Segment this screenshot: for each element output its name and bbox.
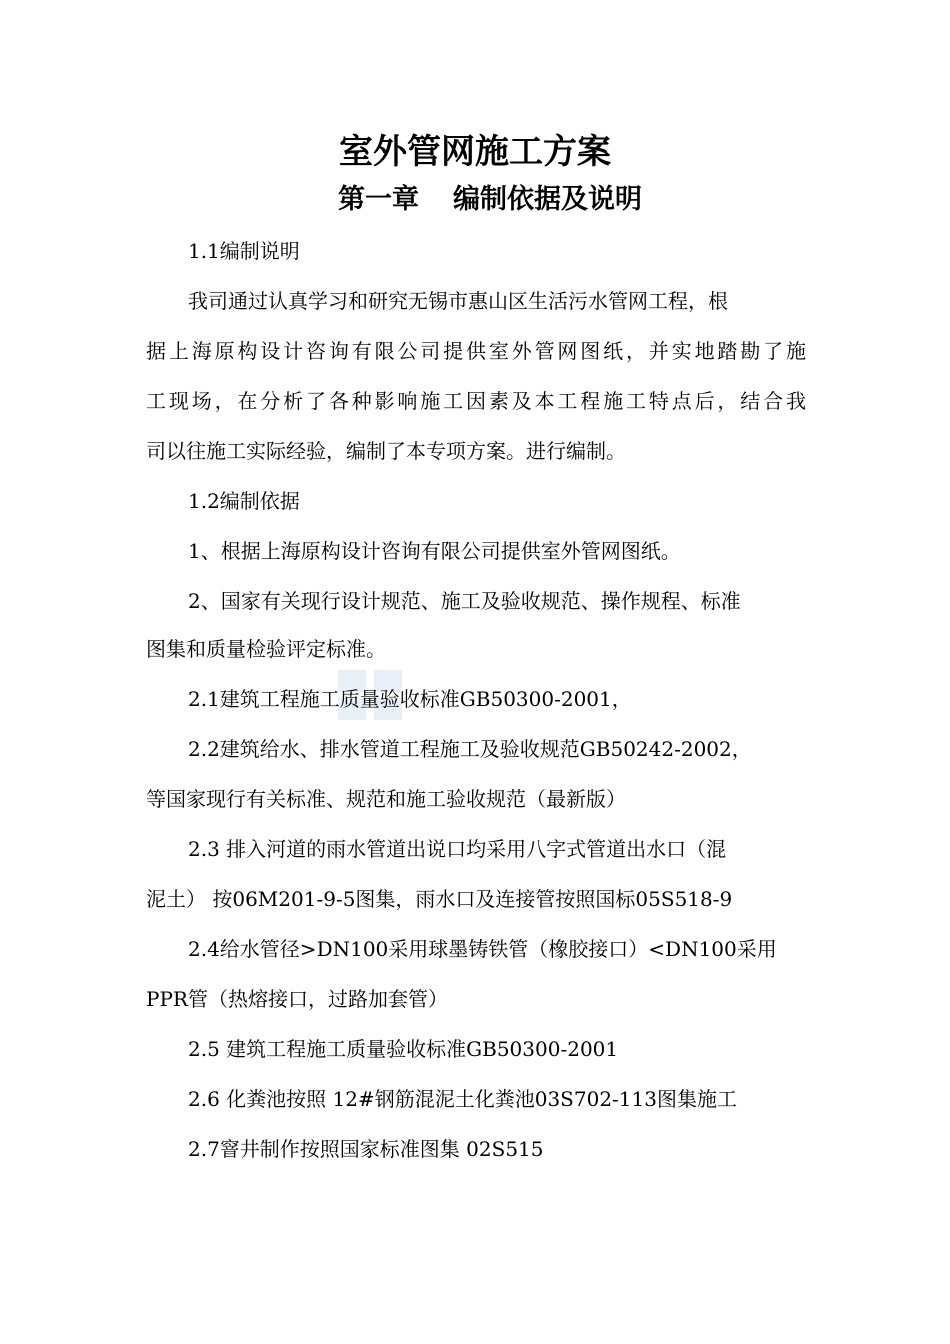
chapter-name: 编制依据及说明	[453, 184, 642, 215]
list-item: 2.2建筑给水、排水管道工程施工及验收规范GB50242-2002，	[188, 737, 752, 761]
list-item: 2.6 化粪池按照 12#钢筋混泥土化粪池03S702-113图集施工	[188, 1087, 737, 1111]
list-item: 2、国家有关现行设计规范、施工及验收规范、操作规程、标准	[188, 589, 741, 613]
list-item-continuation: 图集和质量检验评定标准。	[146, 637, 386, 661]
list-item-continuation: 泥土） 按06M201-9-5图集，雨水口及连接管按照国标05S518-9	[146, 887, 733, 911]
paragraph-line: 工现场，在分析了各种影响施工因素及本工程施工特点后，结合我	[146, 389, 806, 413]
list-item-continuation: 等国家现行有关标准、规范和施工验收规范（最新版）	[146, 787, 626, 811]
list-item: 2.1建筑工程施工质量验收标准GB50300-2001，	[188, 687, 632, 711]
list-item: 2.4给水管径>DN100采用球墨铸铁管（橡胶接口）<DN100采用	[188, 937, 777, 961]
list-item-continuation: PPR管（热熔接口，过路加套管）	[146, 987, 448, 1011]
chapter-number: 第一章	[338, 184, 419, 215]
list-item: 1、根据上海原构设计咨询有限公司提供室外管网图纸。	[188, 539, 681, 563]
paragraph-line: 我司通过认真学习和研究无锡市惠山区生活污水管网工程，根	[188, 289, 728, 313]
section-heading-1-2: 1.2编制依据	[188, 489, 300, 513]
chapter-title	[0, 180, 950, 220]
section-heading-1-1: 1.1编制说明	[188, 239, 300, 263]
document-title: 室外管网施工方案	[339, 132, 611, 172]
list-item: 2.7窨井制作按照国家标准图集 02S515	[188, 1137, 544, 1161]
list-item: 2.5 建筑工程施工质量验收标准GB50300-2001	[188, 1037, 619, 1061]
paragraph-line: 据上海原构设计咨询有限公司提供室外管网图纸，并实地踏勘了施	[146, 339, 806, 363]
list-item: 2.3 排入河道的雨水管道出说口均采用八字式管道出水口（混	[188, 837, 727, 861]
paragraph-line: 司以往施工实际经验，编制了本专项方案。进行编制。	[146, 439, 626, 463]
